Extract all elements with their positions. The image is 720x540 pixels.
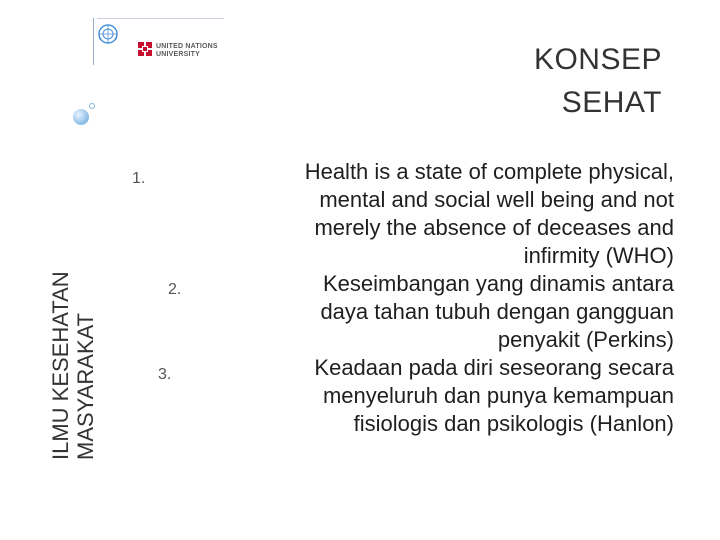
list-item-1-line-2: mental and social well being and not xyxy=(319,187,674,212)
decorative-vertical-line xyxy=(93,18,94,65)
list-item-3 xyxy=(314,354,674,438)
logo-line-2: UNIVERSITY xyxy=(156,51,201,58)
logo-text xyxy=(156,43,218,59)
list-item-2 xyxy=(320,270,674,354)
list-item-2-line-2: daya tahan tubuh dengan gangguan xyxy=(320,299,674,324)
logo-line-1: UNITED NATIONS xyxy=(156,43,218,50)
list-item-1 xyxy=(305,158,674,270)
list-number-3: 3. xyxy=(158,366,172,383)
decorative-bubbles-icon xyxy=(68,96,108,136)
vertical-side-title xyxy=(48,271,98,460)
list-item-2-line-1: Keseimbangan yang dinamis antara xyxy=(322,271,674,296)
list-item-3-line-1: Keadaan pada diri seseorang secara xyxy=(314,355,674,380)
list-item-1-line-1: Health is a state of complete physical, xyxy=(304,159,674,184)
title-line-2: SEHAT xyxy=(561,86,662,119)
list-item-1-line-4: infirmity (WHO) xyxy=(523,243,674,268)
side-title-line-2: MASYARAKAT xyxy=(73,312,98,460)
list-number-1: 1. xyxy=(132,170,146,187)
list-item-1-line-3: merely the absence of deceases and xyxy=(314,215,674,240)
list-number-2: 2. xyxy=(168,281,182,298)
list-item-3-line-3: fisiologis dan psikologis (Hanlon) xyxy=(353,411,674,436)
list-item-3-line-2: menyeluruh dan punya kemampuan xyxy=(322,383,674,408)
decorative-horizontal-line xyxy=(97,18,224,19)
side-title-line-1: ILMU KESEHATAN xyxy=(48,271,73,460)
title-line-1: KONSEP xyxy=(533,43,662,76)
list-item-2-line-3: penyakit (Perkins) xyxy=(497,327,674,352)
page-title xyxy=(534,38,662,124)
